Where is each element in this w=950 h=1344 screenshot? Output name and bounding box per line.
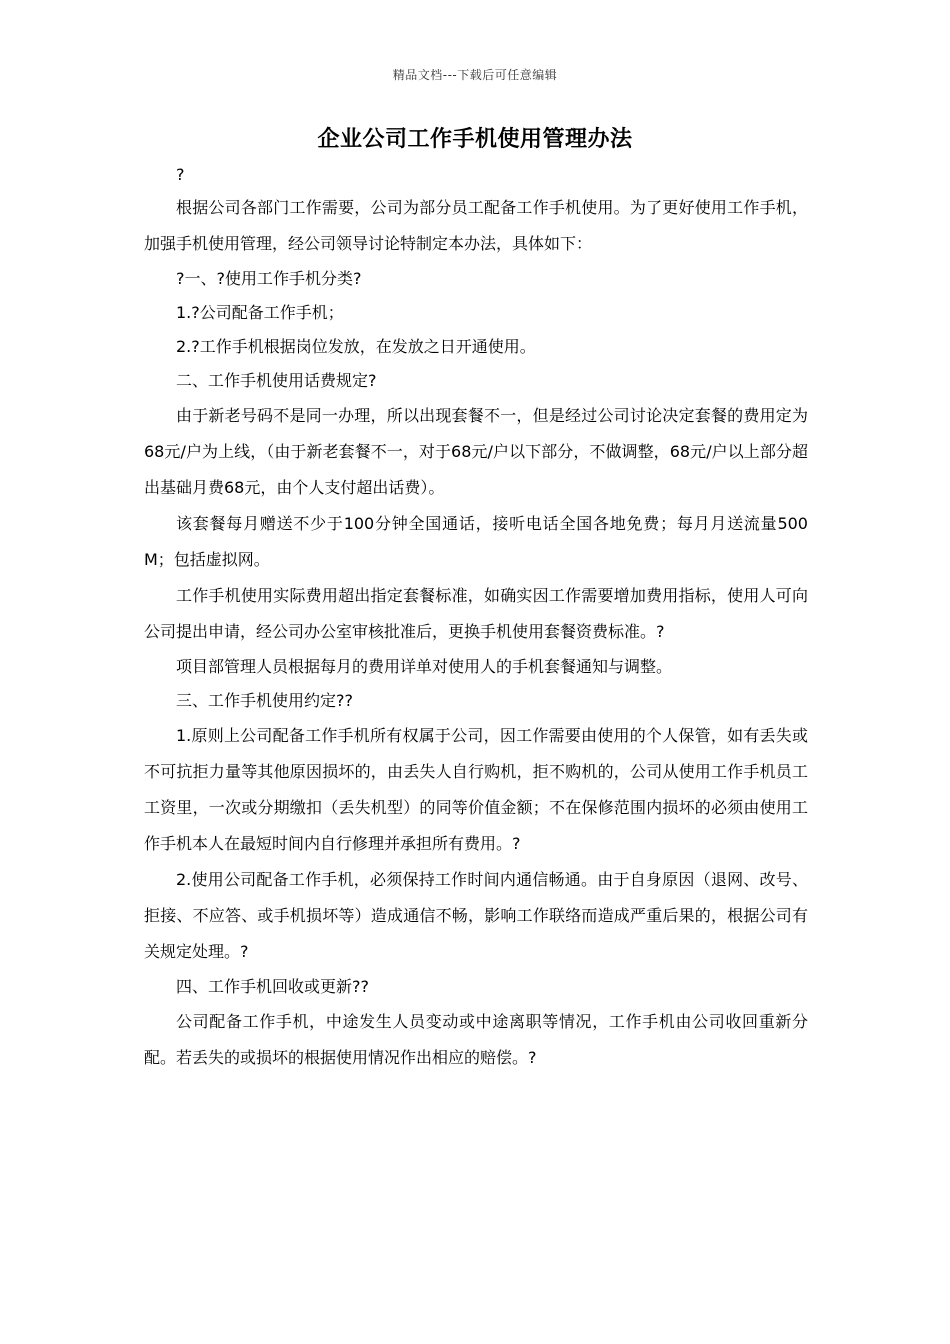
list-item: 2.?工作手机根据岗位发放，在发放之日开通使用。 bbox=[176, 337, 536, 356]
header-note: 精品文档---下载后可任意编辑 bbox=[392, 68, 558, 82]
section-heading-3: 三、工作手机使用约定?? bbox=[176, 691, 353, 710]
body-paragraph: 2.使用公司配备工作手机，必须保持工作时间内通信畅通。由于自身原因（退网、改号、拒接、不应答、或手机损坏等）造成通信不畅，影响工作联络而造成严重后果的，根据公司有关规定处理。? bbox=[144, 870, 808, 961]
section-heading-4: 四、工作手机回收或更新?? bbox=[176, 977, 369, 996]
intro-paragraph: 根据公司各部门工作需要，公司为部分员工配备工作手机使用。为了更好使用工作手机，加强手机使用管理，经公司领导讨论特制定本办法，具体如下： bbox=[144, 198, 808, 253]
placeholder-mark: ? bbox=[176, 165, 185, 184]
body-paragraph: 工作手机使用实际费用超出指定套餐标准，如确实因工作需要增加费用指标，使用人可向公司提出申请，经公司办公室审核批准后，更换手机使用套餐资费标准。? bbox=[144, 586, 808, 641]
section-heading-1: ?一、?使用工作手机分类? bbox=[176, 269, 362, 288]
document-title: 企业公司工作手机使用管理办法 bbox=[317, 127, 633, 152]
section-heading-2: 二、工作手机使用话费规定? bbox=[176, 371, 377, 390]
body-paragraph: 由于新老号码不是同一办理，所以出现套餐不一，但是经过公司讨论决定套餐的费用定为68元/户为上线，（由于新老套餐不一，对于68元/户以下部分，不做调整，68元/户以上部分超出基础月费68元，由个人支付超出话费）。 bbox=[144, 406, 808, 497]
list-item: 1.?公司配备工作手机； bbox=[176, 303, 344, 322]
body-paragraph: 公司配备工作手机，中途发生人员变动或中途离职等情况，工作手机由公司收回重新分配。若丢失的或损坏的根据使用情况作出相应的赔偿。? bbox=[144, 1012, 808, 1067]
body-paragraph: 项目部管理人员根据每月的费用详单对使用人的手机套餐通知与调整。 bbox=[176, 657, 673, 676]
body-paragraph: 该套餐每月赠送不少于100分钟全国通话，接听电话全国各地免费；每月月送流量500M；包括虚拟网。 bbox=[144, 514, 808, 569]
document-body bbox=[144, 160, 808, 1076]
body-paragraph: 1.原则上公司配备工作手机所有权属于公司，因工作需要由使用的个人保管，如有丢失或不可抗拒力量等其他原因损坏的，由丢失人自行购机，拒不购机的，公司从使用工作手机员工工资里，一次或分期缴扣（丢失机型）的同等价值金额；不在保修范围内损坏的必须由使用工作手机本人在最短时间内自行修理并承担所有费用。? bbox=[144, 726, 808, 853]
